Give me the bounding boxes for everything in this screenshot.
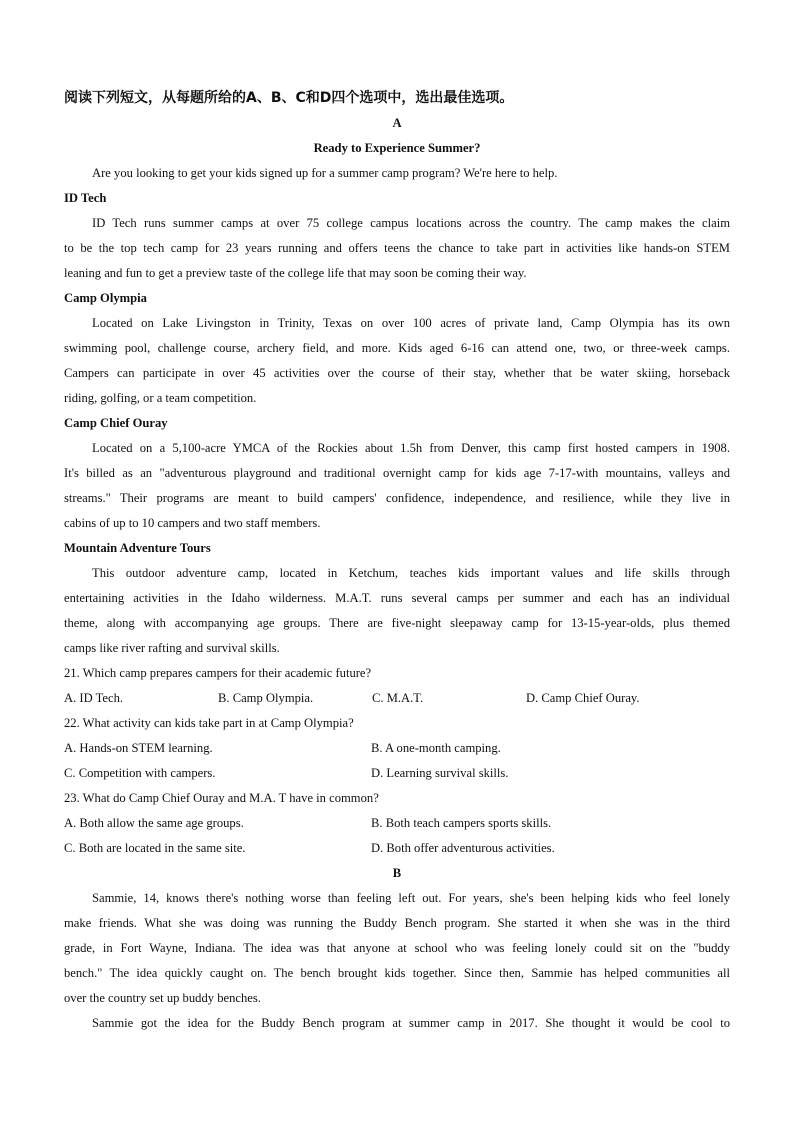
passage-b-line: bench." The idea quickly caught on. The bench brought kids together. Since then, Sammie has helped communities all: [64, 966, 730, 980]
camp-text-line: cabins of up to 10 campers and two staff members.: [64, 516, 321, 530]
option-b[interactable]: B. Both teach campers sports skills.: [371, 816, 552, 830]
camp-text-line: swimming pool, challenge course, archery field, and more. Kids aged 6-16 can attend one, two, or three-week camps.: [64, 341, 730, 355]
passage-a-intro: Are you looking to get your kids signed up for a summer camp program? We're here to help.: [92, 166, 558, 180]
camp-heading-mountain-adventure-tours: Mountain Adventure Tours: [64, 541, 211, 555]
camp-text-line: Located on Lake Livingston in Trinity, Texas on over 100 acres of private land, Camp Olympia has its own: [92, 316, 730, 330]
camp-heading-camp-olympia: Camp Olympia: [64, 291, 147, 305]
question-23-options-cd: [64, 836, 730, 861]
option-d[interactable]: D. Both offer adventurous activities.: [371, 841, 555, 855]
passage-b-line: Sammie got the idea for the Buddy Bench program at summer camp in 2017. She thought it would be cool to: [92, 1016, 730, 1030]
section-b-label: B: [392, 866, 402, 880]
question-22-stem: 22. What activity can kids take part in at Camp Olympia?: [64, 716, 354, 730]
camp-text-line: This outdoor adventure camp, located in Ketchum, teaches kids important values and life skills through: [92, 566, 730, 580]
option-a[interactable]: A. Both allow the same age groups.: [64, 816, 244, 830]
question-22-options-ab: [64, 736, 730, 761]
question-21-stem: 21. Which camp prepares campers for their academic future?: [64, 666, 372, 680]
camp-text-line: theme, along with accompanying age groups. There are five-night sleepaway camp for 13-15-year-olds, plus themed: [64, 616, 730, 630]
camp-heading-camp-chief-ouray: Camp Chief Ouray: [64, 416, 168, 430]
instruction: 阅读下列短文，从每题所给的A、B、C和D四个选项中，选出最佳选项。: [64, 90, 514, 106]
camp-text-line: camps like river rafting and survival skills.: [64, 641, 280, 655]
question-21-options: [64, 686, 730, 711]
section-a-label: A: [392, 116, 402, 130]
option-d[interactable]: D. Camp Chief Ouray.: [526, 691, 640, 705]
camp-text-line: ID Tech runs summer camps at over 75 college campus locations across the country. The camp makes the claim: [92, 216, 730, 230]
camp-text-line: It's billed as an "adventurous playground and traditional overnight camp for kids age 7-17-with mountains, valleys and: [64, 466, 730, 480]
question-23-stem: 23. What do Camp Chief Ouray and M.A. T have in common?: [64, 791, 379, 805]
exam-page: [64, 86, 730, 1036]
option-d[interactable]: D. Learning survival skills.: [371, 766, 509, 780]
passage-b-line: Sammie, 14, knows there's nothing worse than feeling left out. For years, she's been helping kids who feel lonely: [92, 891, 730, 905]
option-b[interactable]: B. Camp Olympia.: [218, 691, 314, 705]
camp-text-line: Located on a 5,100-acre YMCA of the Rockies about 1.5h from Denver, this camp first hosted campers in 1908.: [92, 441, 730, 455]
camp-text-line: Campers can participate in over 45 activities over the course of their stay, whether that be water skiing, horseback: [64, 366, 730, 380]
question-23-options-ab: [64, 811, 730, 836]
passage-b-line: make friends. What she was doing was running the Buddy Bench program. She started it when she was in the third: [64, 916, 730, 930]
camp-heading-id-tech: ID Tech: [64, 191, 107, 205]
question-22-options-cd: [64, 761, 730, 786]
camp-text-line: to be the top tech camp for 23 years running and offers teens the chance to take part in activities like hands-on STEM: [64, 241, 730, 255]
option-c[interactable]: C. Both are located in the same site.: [64, 841, 246, 855]
camp-text-line: entertaining activities in the Idaho wilderness. M.A.T. runs several camps per summer and each has an individual: [64, 591, 730, 605]
camp-text-line: streams." Their programs are meant to build campers' confidence, independence, and resilience, while they live in: [64, 491, 730, 505]
option-b[interactable]: B. A one-month camping.: [371, 741, 501, 755]
passage-a-title: Ready to Experience Summer?: [313, 141, 481, 155]
passage-b-line: over the country set up buddy benches.: [64, 991, 261, 1005]
option-c[interactable]: C. M.A.T.: [372, 691, 424, 705]
option-c[interactable]: C. Competition with campers.: [64, 766, 216, 780]
camp-text-line: riding, golfing, or a team competition.: [64, 391, 257, 405]
passage-b-line: grade, in Fort Wayne, Indiana. The idea was that anyone at school who was feeling lonely could sit on the "buddy: [64, 941, 730, 955]
option-a[interactable]: A. ID Tech.: [64, 691, 124, 705]
option-a[interactable]: A. Hands-on STEM learning.: [64, 741, 213, 755]
camp-text-line: leaning and fun to get a preview taste of the college life that may soon be coming their way.: [64, 266, 527, 280]
